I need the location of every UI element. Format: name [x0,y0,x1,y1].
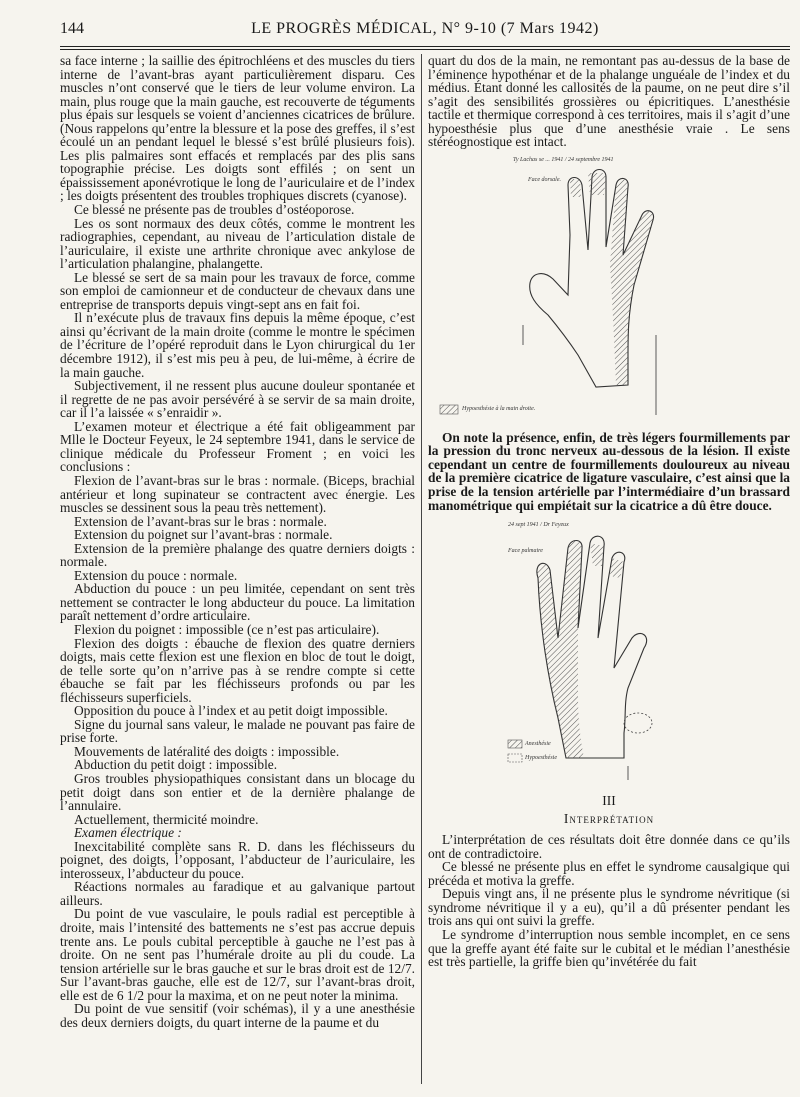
paragraph: Réactions normales au faradique et au galvanique partout ailleurs. [60,879,415,908]
legend-anesthesia: Anesthésie [525,741,551,748]
paragraph: Extension du pouce : normale. [74,567,238,583]
paragraph: Le syndrome d’interruption nous semble incomplet, en ce sens que la greffe ayant été faite sur le cubital et le médian l’anesthésie est très partielle, la griffe bien qu’invétérée du fait [428,927,790,970]
figure-note: 24 sept 1941 / Dr Feyeux [508,522,569,529]
paragraph: L’interprétation de ces résultats doit être donnée dans ce qu’ils ont de contradictoire. [428,832,790,861]
paragraph: Signe du journal sans valeur, le malade ne pouvant pas faire de prise forte. [60,716,415,746]
paragraph: quart du dos de la main, ne remontant pas au-dessus de la base de l’éminence hypothénar et de la phalange unguéale de l’index et du médius. Étant donné les callosités de la paume, on ne peut dire s’il s’agit des sensibilités grossières ou épicritiques. L’anesthésie tactile et thermique correspond à ces territoires, mais il s’agit d’une hypoesthésie plus que d’une anesthésie vraie . Le sens stéréognostique est intact. [428,53,790,150]
paragraph: Inexcitabilité complète sans R. D. dans les fléchisseurs du poignet, des doigts, l’opposant, l’abducteur de l’auriculaire, les interosseux, l’abducteur du pouce. [60,838,415,881]
legend-hypoesthesia: Hypoesthésie [525,755,557,762]
paragraph: Actuellement, thermicité moindre. [74,811,259,827]
paragraph: Depuis vingt ans, il ne présente plus le syndrome névritique (si syndrome névritique il y a eu), qu’il a dû présenter pendant les trois ans qui ont suivi la greffe. [428,886,790,929]
figure-dorsal-hand [428,155,790,425]
paragraph: Du point de vue sensitif (voir schémas), il y a une anesthésie des deux derniers doigts, du quart interne de la paume et du [60,1001,415,1030]
figure-face-label: Face dorsale. [528,176,561,183]
right-column [428,54,790,969]
paragraph: Opposition du pouce à l’index et au petit doigt impossible. [74,703,388,719]
paragraph: Abduction du pouce : un peu limitée, cependant on sent très nettement se contracter le long abducteur du pouce. La limitation paraît nettement d’ordre articulaire. [60,581,415,624]
left-column [60,54,415,1029]
header-rule [60,46,790,47]
figure-legend: Hypoesthésie à la main droite. [462,405,536,412]
page-number: 144 [60,20,84,37]
paragraph: Extension de la première phalange des quatre derniers doigts : normale. [60,540,415,570]
running-header [60,18,790,44]
paragraph: Abduction du petit doigt : impossible. [74,757,278,773]
figure-note: Ty Lachas se ... 1941 / 24 septembre 1941 [513,156,614,163]
paragraph: Flexion du poignet : impossible (ce n’est pas articulaire). [74,621,380,637]
paragraph: L’examen moteur et électrique a été fait obligeamment par Mlle le Docteur Feyeux, le 24 septembre 1941, dans le service de clinique médicale du Professeur Froment ; en voici les conclusions : [60,418,415,475]
column-divider [421,54,422,1084]
bold-paragraph-block [428,431,790,512]
paragraph: sa face interne ; la saillie des épitrochléens et des muscles du tiers interne de l’avant-bras ayant particulièrement disparu. Ces muscles n’ont conservé que le tiers de leur volume environ. La main, plus rouge que la main gauche, est recouverte de téguments plus épais sur lesquels se voient d’anciennes cicatrices de brûlure. (Nous rappelons qu’entre la blessure et la pose des greffes, il s’est écoulé un an pendant lequel le blessé s’est brûlé plusieurs fois). Les plis palmaires sont effacés et remplacés par des plis sans topographie précise. Les doigts sont effilés ; on sent un épaississement aponévrotique le long de l’auriculaire et de l’index ; les doigts présentent des troubles trophiques discrets (cyanose). [60,53,415,204]
figure-face-label: Face palmaire [508,548,543,555]
section-title: Interprétation [563,810,655,826]
subheading-electric-exam: Examen électrique : [74,825,182,841]
journal-title: LE PROGRÈS MÉDICAL, N° 9-10 (7 Mars 1942) [251,20,599,37]
paragraph: Subjectivement, il ne ressent plus aucune douleur spontanée et il regrette de ne pas avoir persévéré à se servir de sa main droite, car il l’a laissée « s’enraidir ». [60,378,415,421]
paragraph: On note la présence, enfin, de très légers fourmillements par la pression du tronc nerveux au-dessous de la lésion. Il existe cependant un centre de fourmillements douloureux au niveau de la première cicatrice de ligature vasculaire, c’est ainsi que la prise de la tension artérielle par l’intermédiaire d’un brassard manométrique qui empiétait sur la cicatrice a dû être douce. [428,429,790,513]
paragraph: Extension de l’avant-bras sur le bras : normale. [74,513,327,529]
hand-diagram-dorsal [428,155,790,425]
header-rule-double [60,49,790,50]
paragraph: Flexion de l’avant-bras sur le bras : normale. (Biceps, brachial antérieur et long supinateur se contractent avec énergie. Les muscles se dessinent sous la peau très nettement). [60,472,415,516]
paragraph: Mouvements de latéralité des doigts : impossible. [74,743,340,759]
hand-diagram-palmar [428,518,790,788]
paragraph: Les os sont normaux des deux côtés, comme le montrent les radiographies, cependant, au niveau de l’articulation distale de l’auriculaire, il existe une arthrite chronique avec ankylose de l’articulation phalangine, phalangette. [60,215,415,272]
paragraph: Ce blessé ne présente pas de troubles d’ostéoporose. [74,202,355,218]
paragraph: Il n’exécute plus de travaux fins depuis la même époque, c’est ainsi qu’écrivant de la main droite (comme le montre le spécimen de l’écriture de l’opéré reproduit dans le Lyon chirurgical du 1er décembre 1912), il s’est mis peu à peu, de lui-même, à écrire de la main gauche. [60,310,415,380]
paragraph: Gros troubles physiopathiques consistant dans un blocage du petit doigt dans son entier et de la dernière phalange de l’annulaire. [60,770,415,814]
paragraph: Le blessé se sert de sa main pour les travaux de force, comme son emploi de camionneur et de conducteur de chevaux dans une entreprise de transports depuis vingt-sept ans en fait foi. [60,269,415,312]
paragraph: Du point de vue vasculaire, le pouls radial est perceptible à droite, mais l’intensité des battements ne s’est pas accrue depuis trente ans. Le pouls cubital perceptible à gauche ne l’est pas à droite. On ne sent pas l’humérale droite au pli du coude. La tension artérielle sur le bras gauche et sur le bras droit est de 12/7. Sur l’avant-bras gauche, elle est de 12/7, sur l’avant-bras droit, elle est de 6 1/2 pour la maxima, et on ne peut noter la minima. [60,906,415,1003]
section-number: III [602,793,616,809]
paragraph: Flexion des doigts : ébauche de flexion des quatre derniers doigts, mais cette flexion est une flexion en bloc de tout le doigt, de telle sorte qu’on n’arrive pas à se rendre compte si cette ébauche se fait par les fléchisseurs profonds ou par les fléchisseurs superficiels. [60,635,415,705]
paragraph: Extension du poignet sur l’avant-bras : normale. [74,527,333,543]
figure-palmar-hand [428,518,790,788]
paragraph: Ce blessé ne présente plus en effet le syndrome causalgique qui précéda et motiva la greffe. [428,859,790,888]
